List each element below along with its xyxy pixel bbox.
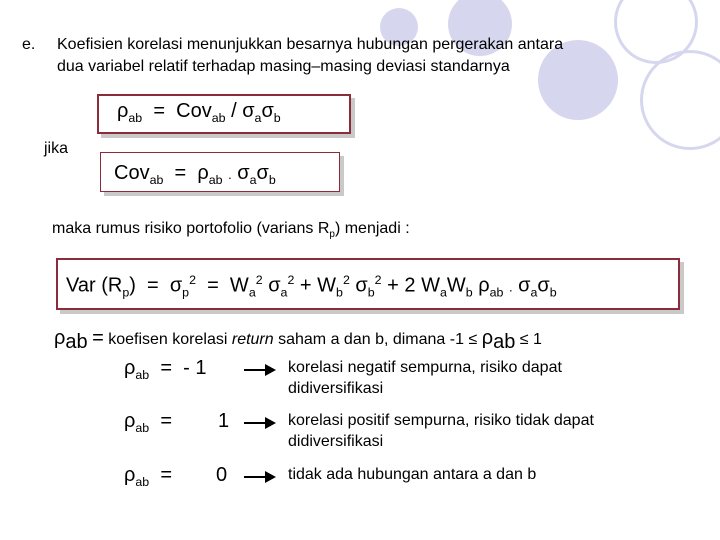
rho-symbol: ρ — [481, 327, 494, 349]
arrow-right-icon — [244, 369, 274, 371]
plus-two: + 2 — [387, 274, 416, 297]
equals-sign: = — [207, 274, 219, 297]
subscript-b: b — [367, 285, 375, 300]
multiply-dot: . — [508, 279, 513, 295]
case-desc-line-2: didiversifikasi — [288, 433, 384, 450]
formula-portfolio-variance — [66, 273, 557, 300]
divide-slash: / — [231, 100, 237, 122]
formula-correlation-definition — [117, 100, 281, 125]
plus-sign: + — [299, 274, 312, 297]
rho-symbol: ρ — [124, 464, 136, 486]
case-desc-line-2: didiversifikasi — [288, 380, 384, 397]
sigma-symbol: σ — [268, 274, 281, 297]
subscript-b: b — [273, 111, 281, 125]
subscript-b: b — [465, 285, 473, 300]
definition-text-italic: return — [231, 331, 274, 348]
definition-text-after: saham a dan b, dimana -1 ≤ — [278, 331, 478, 348]
subscript-a: a — [254, 111, 262, 125]
weight-w: W — [446, 274, 466, 297]
decor-ring-2 — [640, 50, 720, 150]
maka-text-before: maka rumus risiko portofolio (varians R — [52, 220, 330, 237]
subscript-ab: ab — [489, 285, 504, 300]
subscript-ab: ab — [211, 111, 226, 125]
superscript-2: 2 — [287, 273, 295, 287]
equals-sign: = — [160, 357, 172, 379]
subscript-p: p — [122, 285, 130, 300]
equals-sign: = — [160, 464, 172, 486]
weight-w: W — [229, 274, 249, 297]
arrow-right-icon — [244, 422, 274, 424]
subscript-a: a — [439, 285, 447, 300]
rho-symbol: ρ — [124, 410, 136, 432]
equals-sign: = — [160, 410, 172, 432]
sigma-symbol: σ — [537, 274, 550, 297]
maka-text-after: ) menjadi : — [334, 220, 410, 237]
rho-symbol: ρ — [124, 357, 136, 379]
subscript-b: b — [268, 173, 276, 187]
maka-statement — [52, 220, 410, 240]
superscript-2: 2 — [342, 273, 350, 287]
subscript-a: a — [249, 173, 257, 187]
rho-symbol: ρ — [54, 327, 66, 349]
rho-symbol: ρ — [117, 100, 129, 122]
subscript-ab: ab — [135, 421, 150, 435]
case-rho-1 — [124, 410, 172, 435]
subscript-ab: ab — [149, 173, 164, 187]
sigma-symbol: σ — [169, 274, 183, 297]
jika-label: jika — [44, 140, 69, 157]
intro-line-1: Koefisien korelasi menunjukkan besarnya hubungan pergerakan antara — [57, 36, 564, 53]
subscript-p: p — [182, 285, 190, 300]
subscript-a: a — [530, 285, 538, 300]
sigma-symbol: σ — [355, 274, 368, 297]
subscript-ab: ab — [135, 368, 150, 382]
sigma-symbol: σ — [237, 162, 250, 184]
equals-sign: = — [174, 162, 187, 184]
superscript-2: 2 — [374, 273, 382, 287]
cov-label: Cov — [176, 100, 212, 122]
rho-symbol: ρ — [197, 162, 209, 184]
equals-sign: = — [153, 100, 165, 122]
case-rho-0 — [124, 464, 172, 489]
definition-upper-bound: ≤ 1 — [519, 331, 542, 348]
paren-close: ) — [129, 274, 136, 297]
rho-symbol: ρ — [478, 274, 490, 297]
subscript-ab: ab — [493, 331, 516, 354]
subscript-p: p — [329, 229, 335, 241]
subscript-ab: ab — [208, 173, 223, 187]
weight-w: W — [317, 274, 337, 297]
paren-open-r: (R — [101, 274, 123, 297]
formula-covariance — [114, 162, 276, 187]
equals-sign: = — [92, 327, 104, 349]
case-value: 1 — [218, 410, 230, 432]
var-label: Var — [66, 274, 96, 297]
superscript-2: 2 — [255, 273, 263, 287]
sigma-symbol: σ — [256, 162, 269, 184]
intro-marker: e. — [22, 36, 36, 53]
definition-line — [54, 327, 542, 354]
subscript-a: a — [248, 285, 256, 300]
case-value: 0 — [216, 464, 228, 486]
subscript-ab: ab — [128, 111, 143, 125]
case-value: - 1 — [183, 357, 207, 379]
subscript-ab: ab — [65, 331, 88, 354]
case-desc-line-1: tidak ada hubungan antara a dan b — [288, 466, 537, 483]
definition-text-before: koefisen korelasi — [108, 331, 228, 348]
subscript-ab: ab — [135, 475, 150, 489]
superscript-2: 2 — [189, 273, 196, 287]
arrow-right-icon — [244, 476, 274, 478]
weight-w: W — [421, 274, 440, 297]
sigma-symbol: σ — [518, 274, 531, 297]
case-desc-line-1: korelasi positif sempurna, risiko tidak dapat — [288, 412, 594, 429]
subscript-b: b — [549, 285, 557, 300]
case-rho-neg1 — [124, 357, 206, 382]
intro-line-2: dua variabel relatif terhadap masing–masing deviasi standarnya — [57, 58, 510, 75]
cov-label: Cov — [114, 162, 150, 184]
sigma-symbol: σ — [242, 100, 255, 122]
subscript-a: a — [280, 285, 288, 300]
equals-sign: = — [147, 274, 159, 297]
subscript-b: b — [336, 285, 343, 300]
sigma-symbol: σ — [261, 100, 274, 122]
multiply-dot: . — [228, 167, 232, 182]
case-desc-line-1: korelasi negatif sempurna, risiko dapat — [288, 359, 562, 376]
